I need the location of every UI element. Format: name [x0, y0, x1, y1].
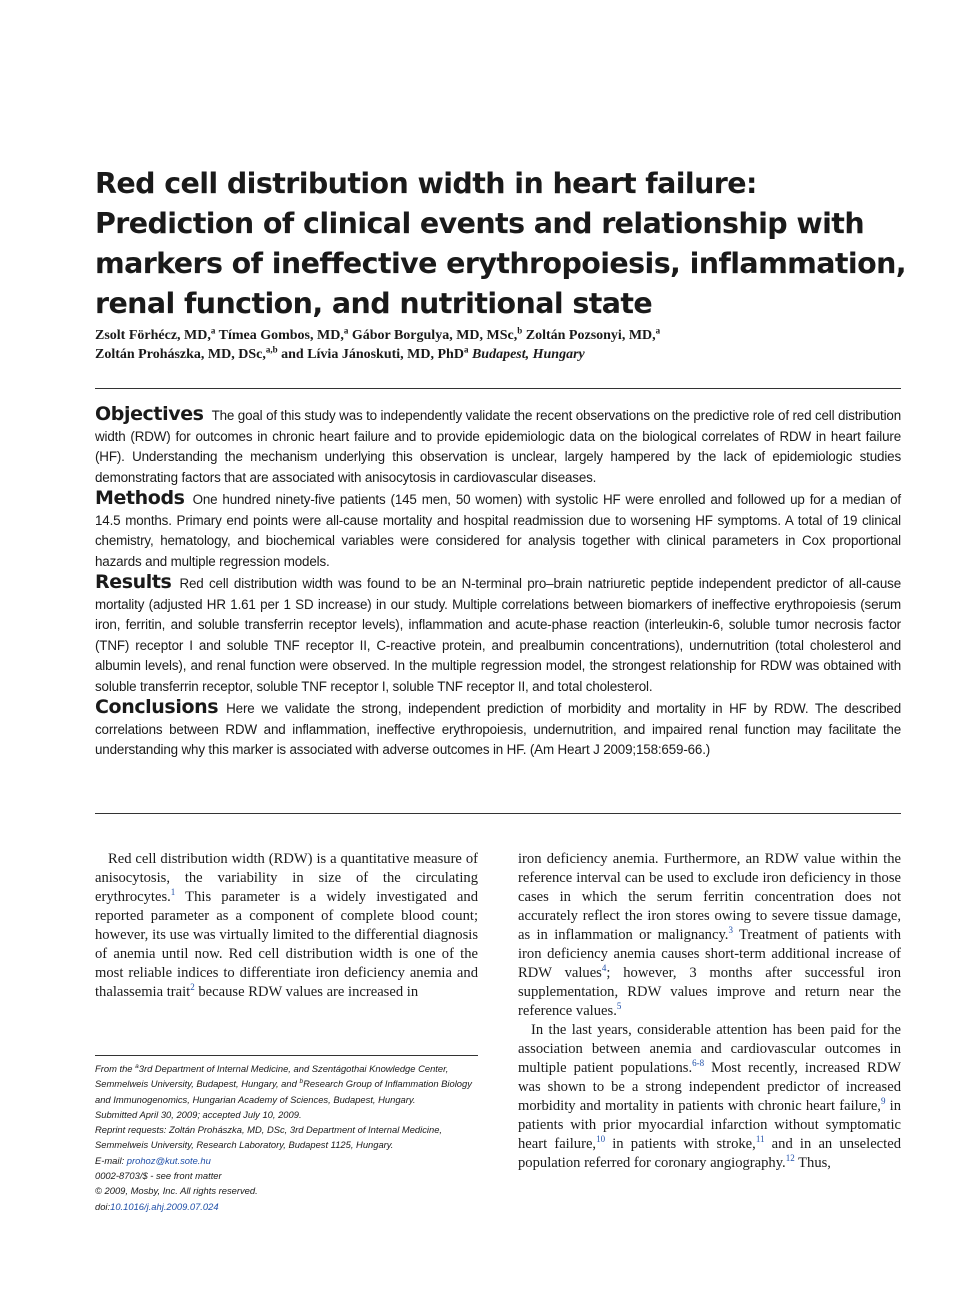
abstract-text: Here we validate the strong, independent prediction of morbidity and mortality in HF by RDW. The described correlations between RDW and inflammation, ineffective erythropoiesis, undernutrition, and impaired renal function may facilitate the understanding why this marker is associated with adverse outcomes in HF. (Am Heart J 2009;158:659-66.)	[95, 701, 901, 757]
abstract-methods	[95, 488, 901, 572]
affiliation-note	[95, 1061, 480, 1107]
affiliation-mark: a	[655, 325, 661, 336]
section-heading: Conclusions	[95, 696, 219, 718]
body-paragraph	[518, 1021, 901, 1173]
submission-dates: Submitted April 30, 2009; accepted July 10, 2009.	[95, 1108, 302, 1120]
email-link[interactable]: prohoz@kut.sote.hu	[126, 1154, 211, 1166]
affiliation-mark: a,b	[265, 344, 278, 355]
footnote-divider	[95, 1055, 478, 1056]
abstract-text: One hundred ninety-five patients (145 men, 50 women) with systolic HF were enrolled and followed up for a median of 14.5 months. Primary end points were all-cause mortality and hospital readmission due to worsening HF symptoms. A total of 19 clinical chemistry, hematology, and biochemical variables were considered for analysis together with clinical parameters in Cox proportional hazards and multiple regression models.	[95, 492, 901, 569]
affiliation-mark: a	[135, 1062, 139, 1070]
doi-label: doi:	[95, 1200, 111, 1212]
footnote-text: From the	[95, 1063, 136, 1074]
email-label: E-mail:	[95, 1154, 127, 1166]
copyright-line: © 2009, Mosby, Inc. All rights reserved.	[95, 1185, 258, 1197]
abstract-text: The goal of this study was to independently validate the recent observations on the predictive role of red cell distribution width (RDW) for outcomes in chronic heart failure and to provide epidemiologic data on the biological correlates of RDW in heart failure (HF). Understanding the mechanism underlying this observation is unclear, largely hampered by the lack of epidemiologic studies demonstrating factors that are associated with anisocytosis in cardiovascular diseases.	[95, 408, 901, 485]
author-name: Gábor Borgulya, MD, MSc,	[351, 328, 518, 343]
citation-link[interactable]: 9	[880, 1096, 886, 1107]
author-list	[95, 326, 905, 364]
issn-line: 0002-8703/$ - see front matter	[95, 1170, 222, 1182]
body-text: This parameter is a widely investigated and reported parameter as a component of complete blood count; however, its use was virtually limited to the differential diagnosis of anemia until now. Red cell distribution width is one of the most reliable indices to differentiate iron deficiency anemia and thalassemia trait	[95, 889, 478, 1000]
body-column-right	[518, 850, 901, 1173]
body-paragraph	[95, 850, 478, 1002]
author-location: Budapest, Hungary	[471, 347, 585, 362]
citation-link[interactable]: 4	[601, 963, 607, 974]
abstract-text: Red cell distribution width was found to be an N-terminal pro–brain natriuretic peptide independent predictor of all-cause mortality (adjusted HR 1.61 per 1 SD increase) in our study. Multiple correlations between biomarkers of ineffective erythropoiesis (serum iron, ferritin, and soluble transferrin receptor levels), inflammation and acute-phase reaction (interleukin-6, soluble tumor necrosis factor (TNF) receptor I and soluble TNF receptor II, C-reactive protein, and prealbumin concentrations), undernutrition (total cholesterol and albumin levels), and renal function were observed. In the multiple regression model, the strongest relationship for RDW was obtained with soluble transferrin receptor, soluble TNF receptor I, soluble TNF receptor II, and total cholesterol.	[95, 576, 901, 694]
body-text: Treatment of patients with iron deficiency anemia causes short-term additional increase of RDW values	[518, 927, 902, 981]
body-text: ; however, 3 months after successful iron supplementation, RDW values improve and return near the reference values.	[518, 965, 902, 1019]
citation-link[interactable]: 1	[170, 887, 176, 898]
abstract-top-divider	[95, 388, 901, 389]
abstract-results	[95, 572, 901, 697]
body-text: Most recently, increased RDW was shown to be a strong independent predictor of increased morbidity and mortality in patients with chronic heart failure,	[518, 1060, 901, 1114]
author-name: and Lívia Jánoskuti, MD, PhD	[281, 347, 464, 362]
body-text: Red cell distribution width (RDW) is a quantitative measure of anisocytosis, the variability in size of the circulating erythrocytes.	[95, 851, 478, 905]
body-text: because RDW values are increased in	[194, 984, 419, 1000]
section-heading: Results	[95, 571, 172, 593]
reprint-requests: Reprint requests: Zoltán Prohászka, MD, DSc, 3rd Department of Internal Medicine, Semmelweis University, Research Laboratory, Budapest 1125, Hungary.	[95, 1124, 443, 1151]
abstract-bottom-divider	[95, 813, 901, 814]
email-line	[95, 1153, 480, 1168]
citation-link[interactable]: 6-8	[692, 1058, 705, 1069]
body-text: In the last years, considerable attention has been paid for the association between anemia and cardiovascular outcomes in multiple patient populations.	[518, 1022, 901, 1076]
abstract-objectives	[95, 404, 901, 488]
doi-link[interactable]: 10.1016/j.ahj.2009.07.024	[110, 1200, 219, 1212]
body-text: Thus,	[794, 1155, 831, 1171]
affiliation-mark: b	[299, 1078, 304, 1086]
footnote-text: Research Group of Inflammation Biology and Immunogenomics, Hungarian Academy of Sciences, Budapest, Hungary.	[95, 1078, 472, 1105]
section-heading: Methods	[95, 487, 185, 509]
citation-link[interactable]: 11	[755, 1134, 765, 1145]
author-name: Zoltán Prohászka, MD, DSc,	[95, 347, 266, 362]
body-text: iron deficiency anemia. Furthermore, an RDW value within the reference interval can be used to exclude iron deficiency in those cases in which the serum ferritin concentration does not accurately reflect the iron stores owing to severe tissue damage, as in inflammation or malignancy.	[518, 851, 901, 943]
citation-link[interactable]: 10	[596, 1134, 606, 1145]
article-title: Red cell distribution width in heart failure: Prediction of clinical events and relationship with markers of ineffective erythropoiesis, inflammation, renal function, and nutritional state	[95, 167, 906, 320]
abstract	[95, 404, 901, 761]
author-name: Zoltán Pozsonyi, MD,	[525, 328, 656, 343]
citation-link[interactable]: 5	[616, 1001, 622, 1012]
footnotes	[95, 1061, 480, 1214]
doi-line	[95, 1199, 480, 1214]
body-text: in patients with stroke,	[605, 1136, 756, 1152]
abstract-conclusions	[95, 697, 901, 761]
citation-link[interactable]: 12	[785, 1153, 795, 1164]
author-name: Tímea Gombos, MD,	[218, 328, 344, 343]
citation-link[interactable]: 2	[190, 982, 195, 993]
affiliation-mark: b	[517, 325, 523, 336]
affiliation-mark: a	[463, 344, 469, 355]
body-paragraph	[518, 850, 901, 1021]
affiliation-mark: a	[210, 325, 216, 336]
body-column-left	[95, 850, 478, 1002]
footnote-text: 3rd Department of Internal Medicine, and Szentágothai Knowledge Center, Semmelweis University, Budapest, Hungary, and	[95, 1063, 449, 1090]
section-heading: Objectives	[95, 403, 204, 425]
citation-link[interactable]: 3	[728, 925, 733, 936]
body-text: and in an unselected population referred for coronary angiography.	[518, 1136, 901, 1171]
affiliation-mark: a	[343, 325, 349, 336]
body-text: in patients with prior myocardial infarction without symptomatic heart failure,	[518, 1098, 902, 1152]
author-name: Zsolt Förhécz, MD,	[95, 328, 211, 343]
